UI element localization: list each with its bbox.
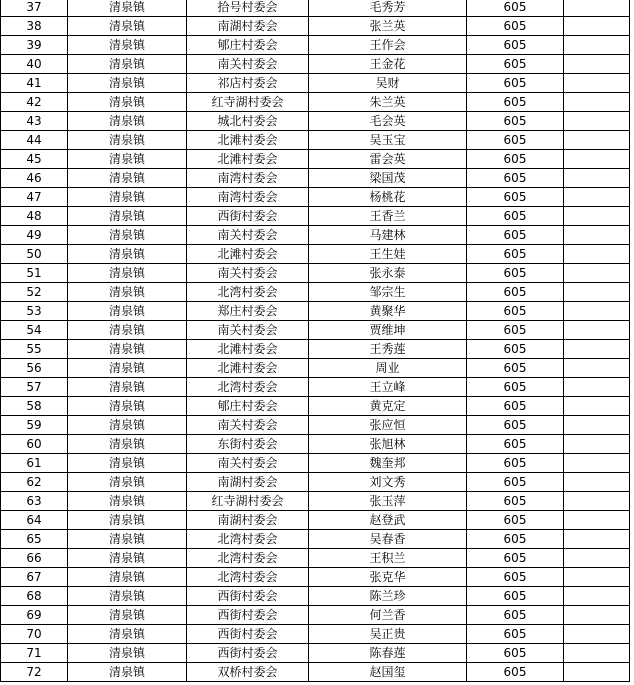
village-committee-cell: 北滩村委会 [187,359,309,378]
empty-cell [564,226,630,245]
village-committee-cell: 北湾村委会 [187,530,309,549]
table-row [1,587,630,606]
empty-cell [564,169,630,188]
row-number-cell: 48 [1,207,68,226]
person-name-cell: 杨桃花 [309,188,467,207]
amount-cell: 605 [467,340,564,359]
row-number-cell: 71 [1,644,68,663]
amount-cell: 605 [467,397,564,416]
town-cell: 清泉镇 [68,625,187,644]
village-committee-cell: 红寺湖村委会 [187,492,309,511]
amount-cell: 605 [467,606,564,625]
amount-cell: 605 [467,55,564,74]
row-number-cell: 43 [1,112,68,131]
row-number-cell: 56 [1,359,68,378]
row-number-cell: 55 [1,340,68,359]
village-committee-cell: 红寺湖村委会 [187,93,309,112]
table-row [1,663,630,682]
town-cell: 清泉镇 [68,93,187,112]
amount-cell: 605 [467,226,564,245]
village-committee-cell: 南关村委会 [187,321,309,340]
person-name-cell: 吴春香 [309,530,467,549]
table-row [1,397,630,416]
table-row [1,150,630,169]
amount-cell: 605 [467,435,564,454]
person-name-cell: 赵登武 [309,511,467,530]
row-number-cell: 44 [1,131,68,150]
empty-cell [564,131,630,150]
table-body [1,0,630,682]
row-number-cell: 40 [1,55,68,74]
empty-cell [564,606,630,625]
amount-cell: 605 [467,112,564,131]
empty-cell [564,435,630,454]
row-number-cell: 53 [1,302,68,321]
row-number-cell: 41 [1,74,68,93]
row-number-cell: 39 [1,36,68,55]
amount-cell: 605 [467,207,564,226]
empty-cell [564,416,630,435]
town-cell: 清泉镇 [68,340,187,359]
village-committee-cell: 西街村委会 [187,644,309,663]
town-cell: 清泉镇 [68,549,187,568]
amount-cell: 605 [467,454,564,473]
amount-cell: 605 [467,36,564,55]
person-name-cell: 王积兰 [309,549,467,568]
empty-cell [564,321,630,340]
row-number-cell: 65 [1,530,68,549]
village-committee-cell: 拾号村委会 [187,0,309,17]
village-committee-cell: 北滩村委会 [187,340,309,359]
empty-cell [564,530,630,549]
person-name-cell: 张克华 [309,568,467,587]
town-cell: 清泉镇 [68,416,187,435]
village-committee-cell: 西街村委会 [187,587,309,606]
row-number-cell: 72 [1,663,68,682]
town-cell: 清泉镇 [68,663,187,682]
amount-cell: 605 [467,473,564,492]
person-name-cell: 吴正贵 [309,625,467,644]
town-cell: 清泉镇 [68,606,187,625]
village-committee-cell: 北滩村委会 [187,150,309,169]
table-row [1,416,630,435]
table-row [1,93,630,112]
amount-cell: 605 [467,169,564,188]
amount-cell: 605 [467,511,564,530]
empty-cell [564,397,630,416]
person-name-cell: 王立峰 [309,378,467,397]
person-name-cell: 王作会 [309,36,467,55]
person-name-cell: 毛会英 [309,112,467,131]
town-cell: 清泉镇 [68,283,187,302]
amount-cell: 605 [467,321,564,340]
amount-cell: 605 [467,188,564,207]
row-number-cell: 69 [1,606,68,625]
amount-cell: 605 [467,359,564,378]
village-committee-cell: 郇庄村委会 [187,397,309,416]
amount-cell: 605 [467,492,564,511]
empty-cell [564,473,630,492]
table-row [1,549,630,568]
empty-cell [564,245,630,264]
empty-cell [564,587,630,606]
amount-cell: 605 [467,245,564,264]
village-committee-cell: 北湾村委会 [187,283,309,302]
village-committee-cell: 北滩村委会 [187,131,309,150]
person-name-cell: 贾维坤 [309,321,467,340]
table-row [1,169,630,188]
town-cell: 清泉镇 [68,74,187,93]
person-name-cell: 刘文秀 [309,473,467,492]
town-cell: 清泉镇 [68,55,187,74]
amount-cell: 605 [467,264,564,283]
town-cell: 清泉镇 [68,0,187,17]
village-committee-cell: 北滩村委会 [187,245,309,264]
town-cell: 清泉镇 [68,302,187,321]
row-number-cell: 63 [1,492,68,511]
village-committee-cell: 西街村委会 [187,625,309,644]
table-row [1,264,630,283]
village-committee-cell: 南关村委会 [187,264,309,283]
village-committee-cell: 南关村委会 [187,454,309,473]
row-number-cell: 57 [1,378,68,397]
table-row [1,530,630,549]
table-row [1,454,630,473]
village-committee-cell: 西街村委会 [187,207,309,226]
empty-cell [564,378,630,397]
person-name-cell: 朱兰英 [309,93,467,112]
person-name-cell: 梁国茂 [309,169,467,188]
amount-cell: 605 [467,663,564,682]
town-cell: 清泉镇 [68,36,187,55]
village-committee-cell: 祁店村委会 [187,74,309,93]
town-cell: 清泉镇 [68,245,187,264]
row-number-cell: 47 [1,188,68,207]
row-number-cell: 42 [1,93,68,112]
empty-cell [564,0,630,17]
table-row [1,606,630,625]
table-row [1,283,630,302]
person-name-cell: 张兰英 [309,17,467,36]
table-row [1,17,630,36]
village-committee-cell: 北湾村委会 [187,378,309,397]
table-row [1,511,630,530]
empty-cell [564,112,630,131]
amount-cell: 605 [467,74,564,93]
town-cell: 清泉镇 [68,17,187,36]
row-number-cell: 58 [1,397,68,416]
amount-cell: 605 [467,17,564,36]
row-number-cell: 45 [1,150,68,169]
table-row [1,55,630,74]
town-cell: 清泉镇 [68,226,187,245]
empty-cell [564,549,630,568]
village-committee-cell: 南湖村委会 [187,511,309,530]
table-row [1,473,630,492]
empty-cell [564,492,630,511]
amount-cell: 605 [467,150,564,169]
town-cell: 清泉镇 [68,188,187,207]
empty-cell [564,511,630,530]
table-row [1,112,630,131]
row-number-cell: 66 [1,549,68,568]
town-cell: 清泉镇 [68,587,187,606]
town-cell: 清泉镇 [68,511,187,530]
table-row [1,302,630,321]
town-cell: 清泉镇 [68,321,187,340]
person-name-cell: 王金花 [309,55,467,74]
empty-cell [564,188,630,207]
empty-cell [564,150,630,169]
person-name-cell: 马建林 [309,226,467,245]
town-cell: 清泉镇 [68,568,187,587]
town-cell: 清泉镇 [68,264,187,283]
village-committee-cell: 南关村委会 [187,226,309,245]
village-committee-cell: 北湾村委会 [187,549,309,568]
town-cell: 清泉镇 [68,530,187,549]
village-committee-cell: 郑庄村委会 [187,302,309,321]
person-name-cell: 邹宗生 [309,283,467,302]
row-number-cell: 59 [1,416,68,435]
town-cell: 清泉镇 [68,397,187,416]
empty-cell [564,283,630,302]
town-cell: 清泉镇 [68,435,187,454]
village-committee-cell: 南湖村委会 [187,473,309,492]
empty-cell [564,93,630,112]
town-cell: 清泉镇 [68,112,187,131]
row-number-cell: 49 [1,226,68,245]
table-row [1,74,630,93]
village-committee-cell: 西街村委会 [187,606,309,625]
person-name-cell: 张玉萍 [309,492,467,511]
village-committee-cell: 南湾村委会 [187,169,309,188]
amount-cell: 605 [467,302,564,321]
person-name-cell: 黄聚华 [309,302,467,321]
table-row [1,435,630,454]
person-name-cell: 张永泰 [309,264,467,283]
amount-cell: 605 [467,587,564,606]
row-number-cell: 38 [1,17,68,36]
village-committee-cell: 南关村委会 [187,416,309,435]
row-number-cell: 51 [1,264,68,283]
village-committee-cell: 北湾村委会 [187,568,309,587]
row-number-cell: 70 [1,625,68,644]
empty-cell [564,454,630,473]
amount-cell: 605 [467,131,564,150]
empty-cell [564,302,630,321]
person-name-cell: 王香兰 [309,207,467,226]
row-number-cell: 60 [1,435,68,454]
person-name-cell: 吴财 [309,74,467,93]
village-committee-cell: 南湖村委会 [187,17,309,36]
amount-cell: 605 [467,0,564,17]
empty-cell [564,359,630,378]
town-cell: 清泉镇 [68,492,187,511]
empty-cell [564,264,630,283]
town-cell: 清泉镇 [68,169,187,188]
town-cell: 清泉镇 [68,644,187,663]
town-cell: 清泉镇 [68,150,187,169]
table-row [1,226,630,245]
town-cell: 清泉镇 [68,473,187,492]
table-row [1,207,630,226]
table-row [1,245,630,264]
amount-cell: 605 [467,530,564,549]
table-row [1,378,630,397]
table-row [1,340,630,359]
table-row [1,321,630,340]
amount-cell: 605 [467,625,564,644]
village-committee-cell: 城北村委会 [187,112,309,131]
table-row [1,568,630,587]
empty-cell [564,36,630,55]
empty-cell [564,644,630,663]
empty-cell [564,340,630,359]
town-cell: 清泉镇 [68,207,187,226]
empty-cell [564,207,630,226]
village-committee-cell: 南湾村委会 [187,188,309,207]
village-committee-cell: 郇庄村委会 [187,36,309,55]
person-name-cell: 吴玉宝 [309,131,467,150]
person-name-cell: 魏奎邦 [309,454,467,473]
amount-cell: 605 [467,644,564,663]
person-name-cell: 赵国玺 [309,663,467,682]
row-number-cell: 54 [1,321,68,340]
town-cell: 清泉镇 [68,378,187,397]
row-number-cell: 62 [1,473,68,492]
person-name-cell: 毛秀芳 [309,0,467,17]
table-row [1,492,630,511]
amount-cell: 605 [467,283,564,302]
empty-cell [564,55,630,74]
person-name-cell: 陈兰珍 [309,587,467,606]
table-row [1,644,630,663]
row-number-cell: 52 [1,283,68,302]
row-number-cell: 61 [1,454,68,473]
person-name-cell: 王生娃 [309,245,467,264]
person-name-cell: 周业 [309,359,467,378]
row-number-cell: 37 [1,0,68,17]
table-row [1,359,630,378]
empty-cell [564,568,630,587]
person-name-cell: 何兰香 [309,606,467,625]
empty-cell [564,663,630,682]
row-number-cell: 64 [1,511,68,530]
person-name-cell: 雷会英 [309,150,467,169]
row-number-cell: 50 [1,245,68,264]
person-name-cell: 王秀莲 [309,340,467,359]
table-row [1,188,630,207]
amount-cell: 605 [467,568,564,587]
row-number-cell: 67 [1,568,68,587]
town-cell: 清泉镇 [68,131,187,150]
table-row [1,625,630,644]
person-name-cell: 张应恒 [309,416,467,435]
person-name-cell: 陈春莲 [309,644,467,663]
amount-cell: 605 [467,93,564,112]
row-number-cell: 46 [1,169,68,188]
person-name-cell: 黄克定 [309,397,467,416]
empty-cell [564,17,630,36]
empty-cell [564,625,630,644]
village-committee-cell: 东街村委会 [187,435,309,454]
table-row [1,0,630,17]
village-committee-cell: 南关村委会 [187,55,309,74]
table-row [1,36,630,55]
amount-cell: 605 [467,549,564,568]
person-name-cell: 张旭林 [309,435,467,454]
village-committee-cell: 双桥村委会 [187,663,309,682]
amount-cell: 605 [467,378,564,397]
row-number-cell: 68 [1,587,68,606]
empty-cell [564,74,630,93]
table-row [1,131,630,150]
town-cell: 清泉镇 [68,454,187,473]
town-cell: 清泉镇 [68,359,187,378]
amount-cell: 605 [467,416,564,435]
